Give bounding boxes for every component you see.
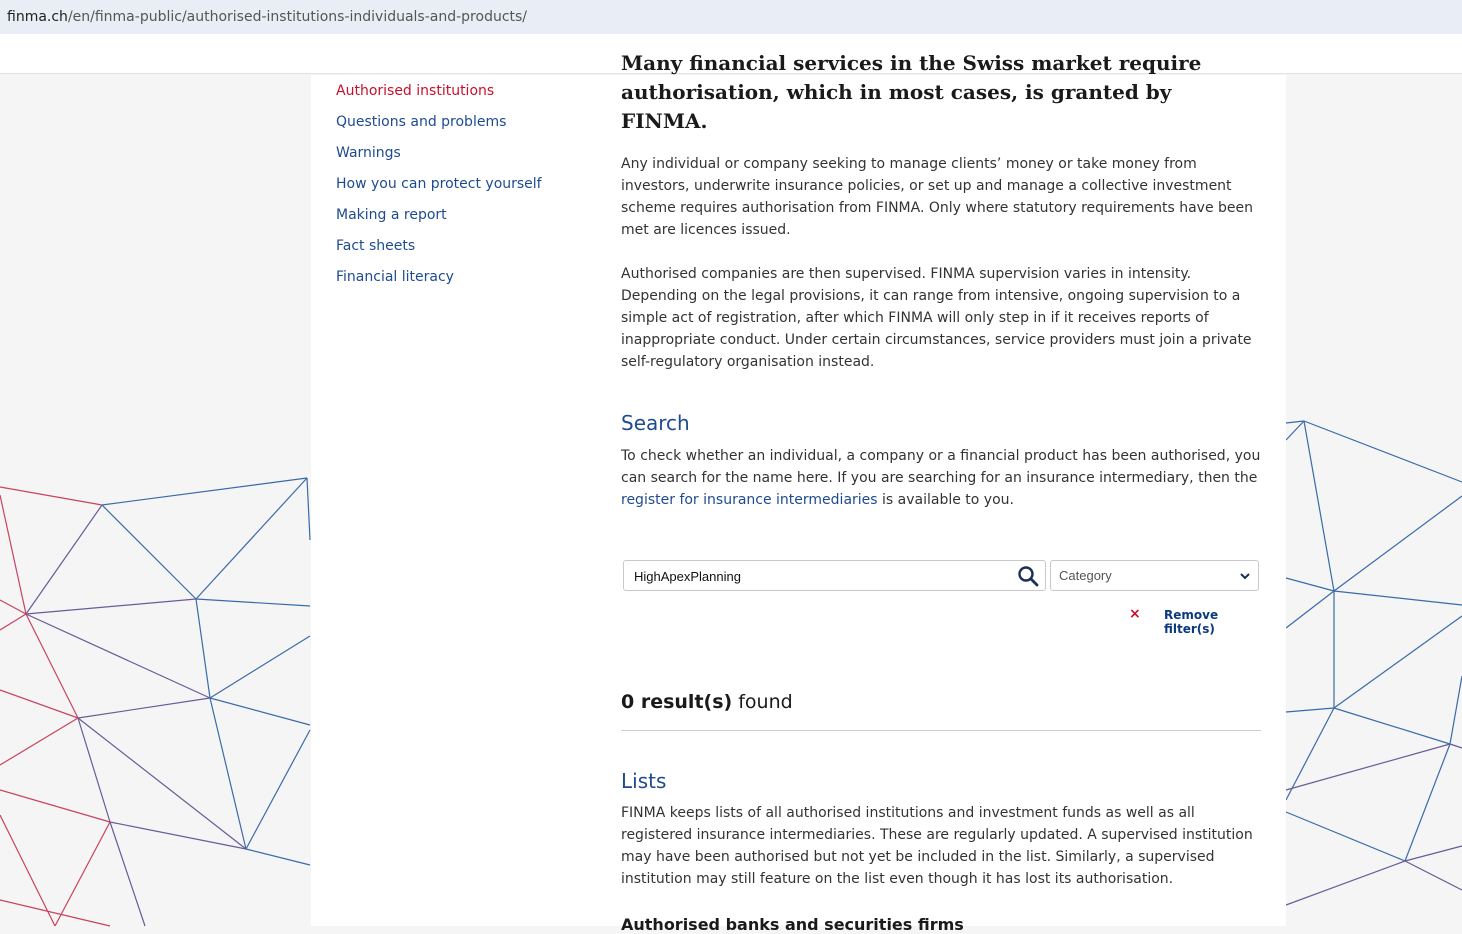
lead-line-2: authorisation, which in most cases, is granted by FINMA. bbox=[621, 80, 1172, 133]
lists-heading: Lists bbox=[621, 769, 667, 793]
sidebar-item-making-a-report[interactable]: Making a report bbox=[336, 207, 447, 223]
search-heading: Search bbox=[621, 411, 690, 435]
results-suffix: found bbox=[732, 691, 793, 713]
category-select[interactable] bbox=[1050, 560, 1259, 591]
remove-filters-label: Remove filter(s) bbox=[1164, 608, 1219, 636]
sidebar-item-protect-yourself[interactable]: How you can protect yourself bbox=[336, 176, 542, 192]
insurance-intermediaries-link[interactable]: register for insurance intermediaries bbox=[621, 492, 878, 508]
chevron-down-icon bbox=[1238, 569, 1252, 583]
remove-filters-button[interactable] bbox=[1129, 606, 1264, 636]
url-domain: finma.ch bbox=[7, 9, 68, 25]
sidebar-item-questions-and-problems[interactable]: Questions and problems bbox=[336, 114, 507, 130]
lead-line-1: Many financial services in the Swiss market require bbox=[621, 51, 1202, 75]
sidebar-item-warnings[interactable]: Warnings bbox=[336, 145, 401, 161]
search-input[interactable] bbox=[634, 567, 1004, 585]
lead-text bbox=[621, 49, 1261, 136]
close-icon: × bbox=[1129, 606, 1141, 622]
sidebar-item-authorised-institutions[interactable]: Authorised institutions bbox=[336, 83, 495, 99]
sidebar-item-fact-sheets[interactable]: Fact sheets bbox=[336, 238, 416, 254]
search-box bbox=[623, 560, 1046, 591]
results-divider bbox=[621, 730, 1261, 731]
next-section-heading: Authorised banks and securities firms bbox=[621, 915, 964, 934]
supervision-paragraph: Authorised companies are then supervised. FINMA supervision varies in intensity. Depending on the legal provisions, it can range from intensive, ongoing supervision to a simple act of registration, after which FINMA will only step in if it receives reports of inappropriate conduct. Under certain circumstances, service providers must join a private self-regulatory organisation instead. bbox=[621, 266, 1252, 370]
sidebar-item-financial-literacy[interactable]: Financial literacy bbox=[336, 269, 454, 285]
search-icon[interactable] bbox=[1017, 565, 1039, 587]
category-select-label: Category bbox=[1059, 568, 1112, 583]
sidebar-nav bbox=[336, 75, 596, 293]
search-description bbox=[621, 445, 1261, 511]
search-description-end: is available to you. bbox=[877, 492, 1014, 508]
lists-paragraph: FINMA keeps lists of all authorised institutions and investment funds as well as all registered insurance intermediaries. These are regularly updated. A supervised institution may have been authorised but not yet be included in the list. Similarly, a supervised institution may still feature on the list even though it has lost its authorisation. bbox=[621, 805, 1253, 887]
results-number: 0 result(s) bbox=[621, 691, 733, 713]
search-description-text: To check whether an individual, a company or a financial product has been authorised, you can search for the name here. If you are searching for an insurance intermediary, then the bbox=[621, 448, 1261, 486]
url-path: /en/finma-public/authorised-institutions-individuals-and-products/ bbox=[67, 9, 528, 25]
page-content bbox=[311, 51, 1286, 934]
intro-paragraph: Any individual or company seeking to manage clients’ money or take money from investors, underwrite insurance policies, or set up and manage a collective investment scheme requires authorisation from FINMA. Only where statutory requirements have been met are licences issued. bbox=[621, 156, 1254, 238]
address-bar[interactable] bbox=[0, 0, 1462, 34]
results-count bbox=[621, 691, 793, 713]
